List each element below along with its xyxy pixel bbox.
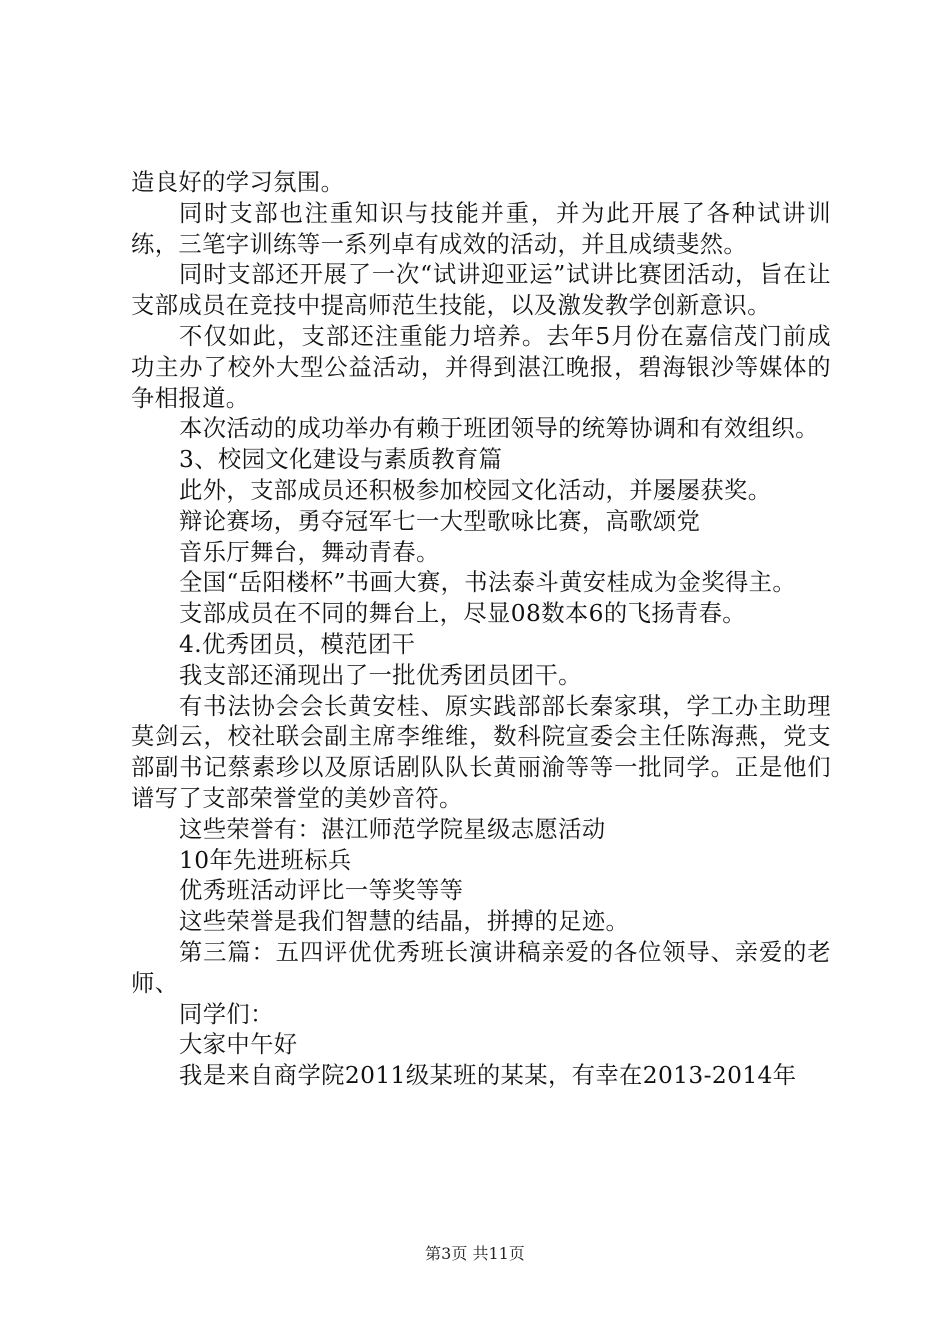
document-body xyxy=(131,168,831,1092)
paragraph: 音乐厅舞台，舞动青春。 xyxy=(179,538,440,566)
paragraph: 我是来自商学院2011级某班的某某，有幸在2013-2014年 xyxy=(179,1062,797,1090)
paragraph: 此外，支部成员还积极参加校园文化活动，并屡屡获奖。 xyxy=(179,476,772,504)
paragraph: 有书法协会会长黄安桂、原实践部部长秦家琪，学工办主助理莫剑云，校社联会副主席李维维，数科院宣委会主任陈海燕，党支部副书记蔡素珍以及原话剧队队长黄丽渝等等一批同学。正是他们谱写了支部荣誉堂的美妙音符。 xyxy=(131,692,831,812)
paragraph: 这些荣誉是我们智慧的结晶，拼搏的足迹。 xyxy=(179,908,630,936)
paragraph: 造良好的学习氛围。 xyxy=(131,169,345,196)
paragraph: 辩论赛场，勇夺冠军七一大型歌咏比赛，高歌颂党 xyxy=(179,507,701,535)
paragraph: 10年先进班标兵 xyxy=(179,846,352,874)
paragraph: 这些荣誉有：湛江师范学院星级志愿活动 xyxy=(179,815,606,843)
page-number-footer: 第3页 共11页 xyxy=(425,1244,525,1263)
paragraph: 支部成员在不同的舞台上，尽显08数本6的飞扬青春。 xyxy=(179,600,746,628)
paragraph: 我支部还涌现出了一批优秀团员团干。 xyxy=(179,661,582,689)
paragraph: 大家中午好 xyxy=(179,1031,298,1059)
paragraph: 优秀班活动评比一等奖等等 xyxy=(179,877,464,905)
paragraph: 本次活动的成功举办有赖于班团领导的统筹协调和有效组织。 xyxy=(179,415,819,443)
paragraph: 同时支部也注重知识与技能并重，并为此开展了各种试讲训练，三笔字训练等一系列卓有成效的活动，并且成绩斐然。 xyxy=(131,199,831,258)
paragraph: 同学们： xyxy=(179,1000,274,1028)
paragraph: 同时支部还开展了一次“试讲迎亚运”试讲比赛团活动，旨在让支部成员在竞技中提高师范生技能，以及激发教学创新意识。 xyxy=(131,261,831,320)
section-heading: 4.优秀团员，模范团干 xyxy=(179,630,416,658)
section-heading: 第三篇：五四评优优秀班长演讲稿亲爱的各位领导、亲爱的老师、 xyxy=(131,938,831,997)
paragraph: 全国“岳阳楼杯”书画大赛，书法泰斗黄安桂成为金奖得主。 xyxy=(179,569,797,597)
paragraph: 不仅如此，支部还注重能力培养。去年5月份在嘉信茂门前成功主办了校外大型公益活动，并得到湛江晚报，碧海银沙等媒体的争相报道。 xyxy=(131,322,831,412)
section-heading: 3、校园文化建设与素质教育篇 xyxy=(179,446,503,474)
